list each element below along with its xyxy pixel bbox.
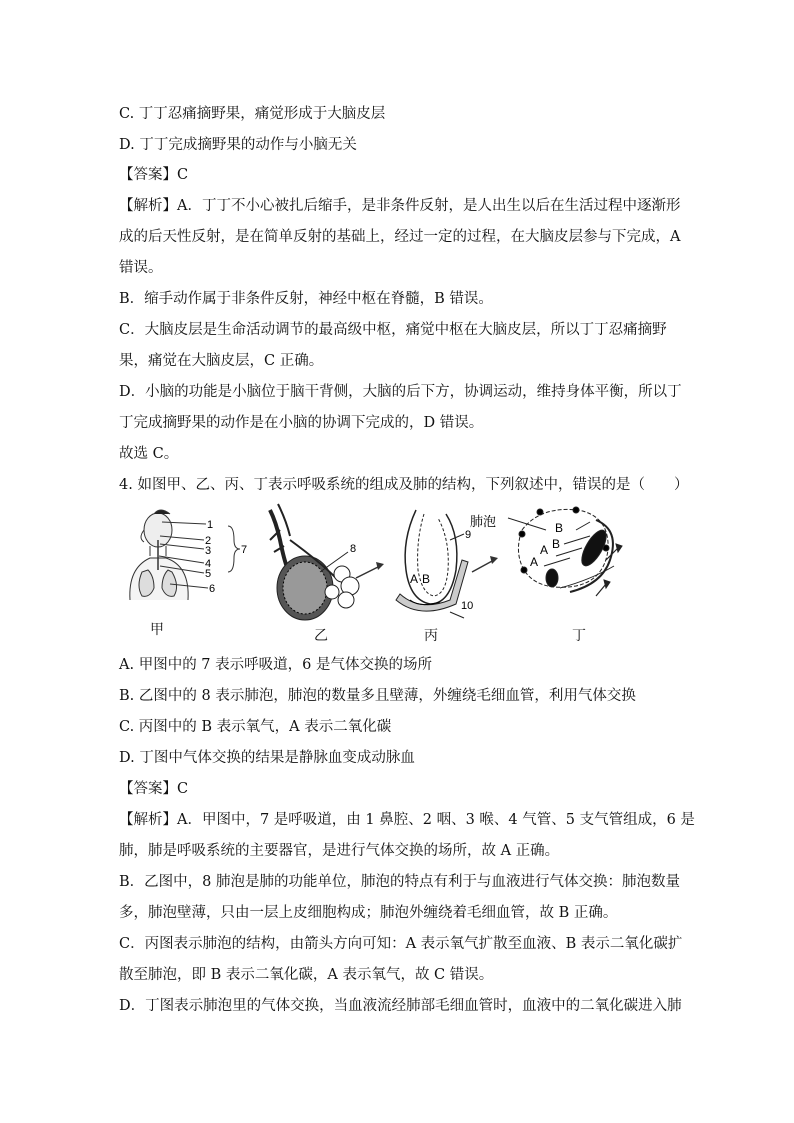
label-B-ding-2: B	[552, 537, 561, 551]
analysis-line: 【解析】A．甲图中，7 是呼吸道，由 1 鼻腔、2 咽、3 喉、4 气管、5 支气管组成，6 是	[119, 812, 695, 828]
option-b: B. 乙图中的 8 表示肺泡，肺泡的数量多且壁薄，外缠绕毛细血管，利用气体交换	[119, 688, 636, 704]
arrow-head-icon	[490, 556, 498, 564]
respiratory-figure	[120, 500, 680, 650]
analysis-line: 成的后天性反射，是在简单反射的基础上，经过一定的过程，在大脑皮层参与下完成，A	[119, 229, 681, 245]
option-c-previous: C. 丁丁忍痛摘野果，痛觉形成于大脑皮层	[119, 106, 386, 122]
analysis-line: 错误。	[119, 260, 163, 276]
label-1: 1	[207, 519, 214, 531]
arrow-icon	[472, 560, 494, 572]
label-B-bing: B	[422, 572, 431, 586]
analysis-line: 多，肺泡壁薄，只由一层上皮细胞构成；肺泡外缠绕着毛细血管，故 B 正确。	[119, 905, 618, 921]
analysis-line: 果，痛觉在大脑皮层，C 正确。	[119, 353, 324, 369]
label-8: 8	[350, 543, 357, 555]
arrow-icon	[356, 566, 380, 578]
option-a: A. 甲图中的 7 表示呼吸道，6 是气体交换的场所	[119, 657, 432, 673]
label-4: 4	[205, 558, 212, 570]
analysis-line: B．乙图中，8 肺泡是肺的功能单位，肺泡的特点有利于与血液进行气体交换：肺泡数量	[119, 874, 680, 890]
label-7: 7	[241, 544, 248, 556]
analysis-line: 【解析】A．丁丁不小心被扎后缩手，是非条件反射，是人出生以后在生活过程中逐渐形	[119, 198, 681, 214]
option-d: D. 丁图中气体交换的结果是静脉血变成动脉血	[119, 750, 415, 766]
label-A-ding-1: A	[540, 543, 549, 557]
question-4-stem: 4. 如图甲、乙、丙、丁表示呼吸系统的组成及肺的结构，下列叙述中，错误的是（ ）	[119, 477, 689, 493]
caption-ding: 丁	[572, 628, 586, 644]
caption-jia: 甲	[150, 622, 164, 638]
caption-bing: 丙	[424, 628, 438, 644]
analysis-line: C．丙图表示肺泡的结构，由箭头方向可知：A 表示氧气扩散至血液、B 表示二氧化碳扩	[119, 936, 683, 952]
analysis-line: D．丁图表示肺泡里的气体交换，当血液流经肺部毛细血管时，血液中的二氧化碳进入肺	[119, 998, 682, 1014]
analysis-line: 散至肺泡，即 B 表示二氧化碳，A 表示氧气，故 C 错误。	[119, 967, 494, 983]
alveoli-drawing	[270, 504, 359, 620]
label-B-ding-1: B	[555, 521, 564, 535]
human-body-drawing	[130, 510, 240, 600]
label-A-bing: A	[410, 572, 419, 586]
arrow-head-icon	[376, 562, 384, 570]
label-6: 6	[209, 583, 216, 595]
alveolus-drawing	[396, 510, 468, 618]
label-A-ding-2: A	[530, 555, 539, 569]
label-5: 5	[205, 568, 212, 580]
answer: 【答案】C	[119, 781, 189, 797]
analysis-line: D．小脑的功能是小脑位于脑干背侧，大脑的后下方，协调运动，维持身体平衡，所以丁	[119, 384, 682, 400]
analysis-line: B．缩手动作属于非条件反射，神经中枢在脊髓，B 错误。	[119, 291, 493, 307]
answer-previous: 【答案】C	[119, 167, 189, 183]
gas-exchange-drawing	[508, 507, 622, 596]
analysis-line: C．大脑皮层是生命活动调节的最高级中枢，痛觉中枢在大脑皮层，所以丁丁忍痛摘野	[119, 322, 667, 338]
option-c: C. 丙图中的 B 表示氧气，A 表示二氧化碳	[119, 719, 392, 735]
label-9: 9	[465, 529, 472, 541]
option-d-previous: D. 丁丁完成摘野果的动作与小脑无关	[119, 137, 357, 153]
respiratory-diagram	[120, 500, 680, 650]
label-3: 3	[205, 545, 212, 557]
caption-yi: 乙	[314, 628, 328, 644]
label-10: 10	[461, 600, 474, 612]
conclusion-line: 故选 C。	[119, 446, 179, 462]
label-2: 2	[205, 535, 212, 547]
analysis-line: 丁完成摘野果的动作是在小脑的协调下完成的，D 错误。	[119, 415, 484, 431]
label-alveolus: 肺泡	[470, 514, 497, 529]
analysis-line: 肺，肺是呼吸系统的主要器官，是进行气体交换的场所，故 A 正确。	[119, 843, 560, 859]
